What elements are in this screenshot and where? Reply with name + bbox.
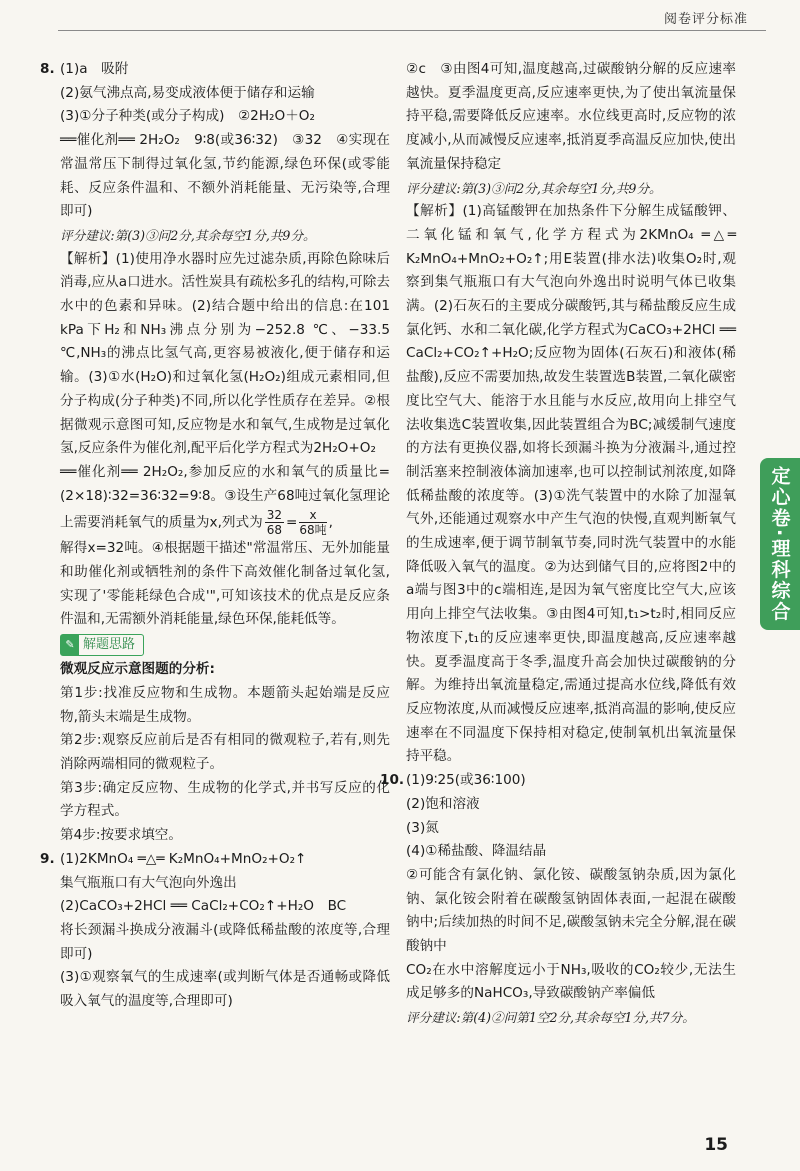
q8-line-2: (2)氨气沸点高,易变成液体便于储存和运输 xyxy=(60,84,315,101)
micro-title: 微观反应示意图题的分析: xyxy=(60,661,215,678)
right-column xyxy=(380,58,736,1030)
step-4: 第4步:按要求填空。 xyxy=(60,827,182,844)
q8-line-3: (3)①分子种类(或分子构成) ②2H₂O＋O₂ xyxy=(60,108,315,125)
q9-line-5: (3)①观察氧气的生成速率(或判断气体是否通畅或降低吸入氧气的温度等,合理即可) xyxy=(60,969,390,1010)
header-title: 阅卷评分标准 xyxy=(663,12,748,27)
q10-line-6: CO₂在水中溶解度远小于NH₃,吸收的CO₂较少,无法生成足够多的NaHCO₃,导致碳酸钠产率偏低 xyxy=(406,961,736,1002)
q9-line-2: 集气瓶瓶口有大气泡向外逸出 xyxy=(60,874,237,891)
fraction-1: $\frac{32}{68}$ xyxy=(266,508,282,538)
q8-analysis-3: 解得x=32吨。④根据题干描述"常温常压、无外加能量和助催化剂或牺牲剂的条件下高效催化制备过氧化氢,实现了'零能耗绿色合成'",可知该技术的优点是反应条件温和,无需额外消耗能量,绿色环保,能耗低等。 xyxy=(60,540,390,628)
q10-line-1: 10. (1)9∶25(或36∶100) xyxy=(406,769,736,793)
question-number-10: 10. xyxy=(380,772,405,789)
document-icon: ✎ xyxy=(61,635,79,655)
side-tab-label: 定心卷·理科综合 xyxy=(768,465,791,623)
question-number-8: 8. xyxy=(40,61,55,77)
q8-line-1: 8. (1)a 吸附 xyxy=(60,58,390,82)
q10-line-4: (4)①稀盐酸、降温结晶 xyxy=(406,843,547,860)
q9-scoring-suggestion: 评分建议:第(3)③问2分,其余每空1分,共9分。 xyxy=(406,180,662,196)
side-tab xyxy=(760,458,800,630)
q9-line-1: 9. (1)2KMnO₄ ═△═ K₂MnO₄+MnO₂+O₂↑ xyxy=(60,848,390,872)
q8-analysis-2: ══催化剂══ 2H₂O₂,参加反应的水和氧气的质量比=(2×18)∶32=36∶32=9∶8。③设生产68吨过氧化氢理论上需要消耗氧气的质量为x,列式为 $\frac{32}{68}$ = $\frac{x}{\text{68吨}}$ , xyxy=(60,463,390,538)
step-3: 第3步:确定反应物、生成物的化学式,并书写反应的化学方程式。 xyxy=(60,779,390,820)
step-1: 第1步:找准反应物和生成物。本题箭头起始端是反应物,箭头末端是生成物。 xyxy=(60,684,390,725)
q8-scoring-suggestion: 评分建议:第(3)③问2分,其余每空1分,共9分。 xyxy=(60,227,316,243)
q10-line-3: (3)氮 xyxy=(406,819,439,836)
question-number-9: 9. xyxy=(40,850,55,867)
page-number: 15 xyxy=(704,1135,728,1155)
q8-analysis-1: 【解析】(1)使用净水器时应先过滤杂质,再除色除味后消毒,应从a口进水。活性炭具有疏松多孔的结构,可除去水中的色素和异味。(2)结合题中给出的信息:在101 kPa下H₂和NH₃沸点分别为−252.8 ℃、−33.5 ℃,NH₃的沸点比氢气高,更容易被液化,便于储存和运输。(3)①水(H₂O)和过氧化氢(H₂O₂)组成元素相同,但分子构成(分子种类)不同,所以化学性质存在差异。②根据微观示意图可知,反应物是水和氧气,生成物是过氧化氢,反应条件为催化剂,配平后化学方程式为2H₂O+O₂ xyxy=(60,250,390,457)
q10-line-2: (2)饱和溶液 xyxy=(406,795,480,812)
q9-line-3: (2)CaCO₃+2HCl ══ CaCl₂+CO₂↑+H₂O BC xyxy=(60,898,347,915)
q9-analysis: 【解析】(1)高锰酸钾在加热条件下分解生成锰酸钾、二氧化锰和氧气,化学方程式为2KMnO₄ ═△═ K₂MnO₄+MnO₂+O₂↑;用E装置(排水法)收集O₂时,观察到集气瓶瓶口有大气泡向外逸出时说明气体已收集满。(2)石灰石的主要成分碳酸钙,其与稀盐酸反应生成氯化钙、水和二氧化碳,化学方程式为CaCO₃+2HCl ══ CaCl₂+CO₂↑+H₂O;反应物为固体(石灰石)和液体(稀盐酸),反应不需要加热,故发生装置选B装置,二氧化碳密度比空气大、能溶于水且能与水反应,故用向上排空气法收集选C装置收集,因此装置组合为BC;减缓制气速度的方法有更换仪器,如将长颈漏斗换为分液漏斗,通过控制活塞来控制液体滴加速率,也可以控制试剂浓度,如降低稀盐酸的浓度等。(3)①洗气装置中的水除了加湿氧气外,还能通过观察水中产生气泡的快慢,直观判断氧气的生成速率,便于调节制氧节奏,同时洗气装置中的水能降低吸入氧气的温度。②为达到储气目的,应将图2中的a端与图3中的c端相连,是因为氧气密度比空气大,应该用向上排空气法收集。③由图4可知,t₁>t₂时,相同反应物浓度下,t₁的反应速率更快,即温度越高,反应速率越快。夏季温度高于冬季,温度升高会加快过碳酸钠的分解。为维持出氧流量稳定,需通过提高水位线,降低有效反应物浓度,从而减慢反应速率,抵消高温的影响,使反应速率在不同温度下保持相对稳定,使制氧机出氧流量保持平稳。 xyxy=(406,203,736,765)
q9-continued: ②c ③由图4可知,温度越高,过碳酸钠分解的反应速率越快。夏季温度更高,反应速率更快,为了使出氧流量保持平稳,需要降低反应速率。水位线更高时,反应物的浓度减小,从而减慢反应速率,抵消夏季高温反应加快,使出氧流量保持稳定 xyxy=(406,61,736,172)
q8-line-4: ══催化剂══ 2H₂O₂ 9∶8(或36∶32) ③32 ④实现在常温常压下制得过氧化氢,节约能源,绿色环保(或零能耗、反应条件温和、不额外消耗能量、无污染等,合理即可) xyxy=(60,132,390,220)
fraction-2: $\frac{x}{\text{68吨}}$ xyxy=(299,508,327,538)
q10-line-5: ②可能含有氯化钠、氯化铵、碳酸氢钠杂质,因为氯化钠、氯化铵会附着在碳酸氢钠固体表面,一起混在碳酸钠中;后续加热的时间不足,碳酸氢钠未完全分解,混在碳酸钠中 xyxy=(406,866,736,955)
solution-thinking-badge: ✎ 解题思路 xyxy=(60,634,144,656)
q9-line-4: 将长颈漏斗换成分液漏斗(或降低稀盐酸的浓度等,合理即可) xyxy=(60,921,390,962)
left-column xyxy=(40,58,390,1014)
q10-scoring-suggestion: 评分建议:第(4)②问第1空2分,其余每空1分,共7分。 xyxy=(406,1010,695,1026)
step-2: 第2步:观察反应前后是否有相同的微观粒子,若有,则先消除两端相同的微观粒子。 xyxy=(60,732,390,772)
header-divider xyxy=(58,30,766,31)
